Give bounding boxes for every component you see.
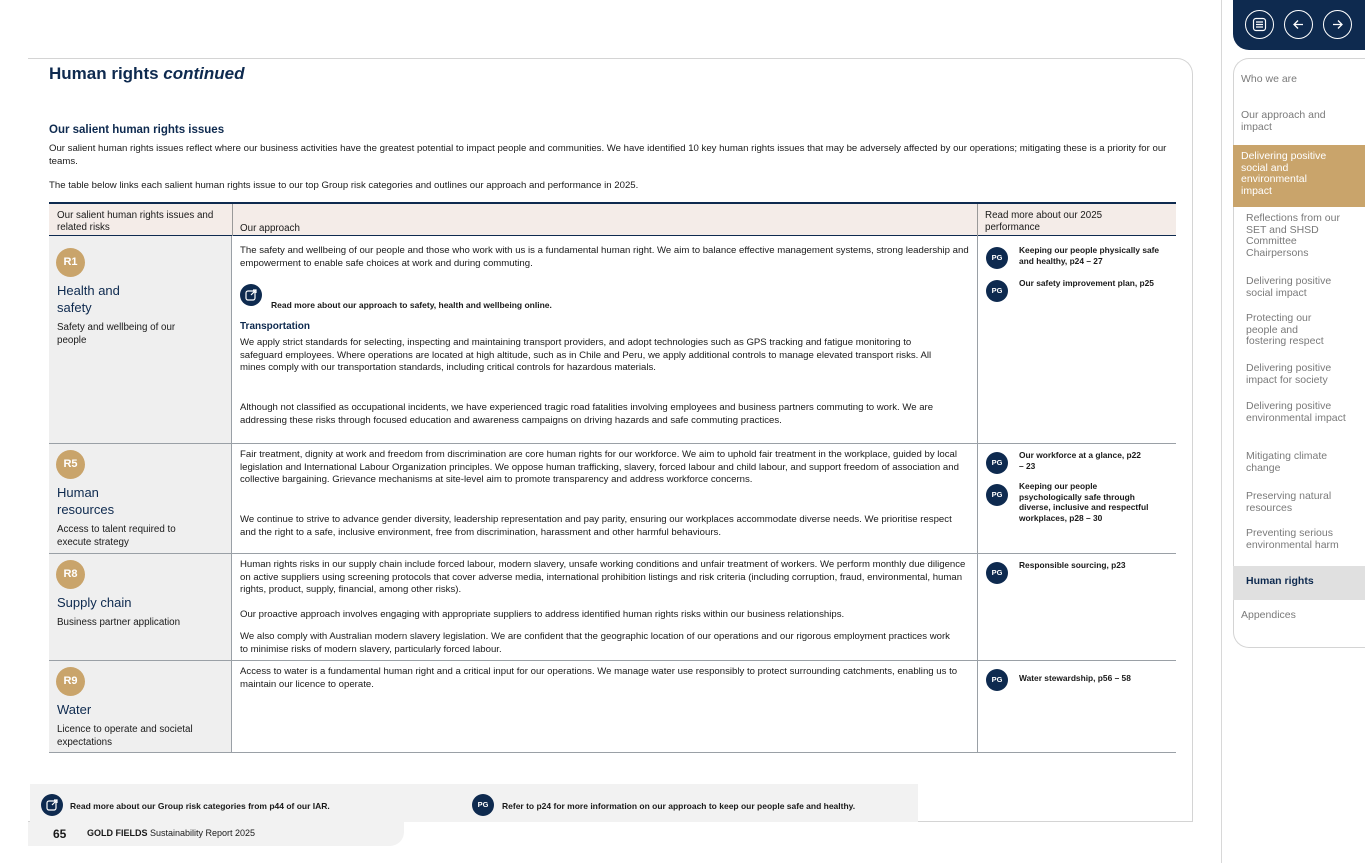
risk-cell [49,236,232,443]
performance-link[interactable]: Responsible sourcing, p23 [1019,560,1126,570]
approach-text: Human rights risks in our supply chain include forced labour, modern slavery, unsafe working conditions and unfair treatment of workers. We perform monthly due diligence on active suppliers using screening protocols that cover adverse media, international prohibition listings and risk criteria (including corruption, fraud, environmental, human rights, product, supply, financial, among other risks). [240,559,966,595]
external-link-icon[interactable] [240,284,262,306]
pg-badge-icon[interactable]: PG [986,280,1008,302]
approach-text: We apply strict standards for selecting, inspecting and maintaining transport providers, and adopt technologies such as GPS tracking and fatigue monitoring to safeguard employees. Where operations are located at high altitude, such as in Chile and Peru, we apply additional controls to manage elevated transport risks. All mines comply with our transportation standards, including critical controls for hazardous materials. [240,337,932,373]
arrow-right-icon [1330,17,1345,32]
performance-link[interactable]: Keeping our people psychologically safe through diverse, inclusive and respectful workplaces, p28 – 30 [1019,481,1149,523]
contents-button[interactable] [1245,10,1274,39]
page-title: Human rights continued [49,64,245,83]
online-link-text[interactable]: Read more about our approach to safety, health and wellbeing online. [271,300,552,310]
performance-cell [977,554,1176,660]
pg-badge-icon[interactable]: PG [472,794,494,816]
nav-item-appendices[interactable]: Appendices [1241,609,1296,621]
pg-badge-icon[interactable]: PG [986,247,1008,269]
header-performance: Read more about our 2025 performance [985,210,1103,233]
risk-badge-r1: R1 [56,248,85,277]
approach-text: Fair treatment, dignity at work and freedom from discrimination are core human rights for our workforce. We aim to uphold fair treatment in the workplace, guided by local legislation and International Labour Organization principles. We oppose human trafficking, slavery, forced labour and child labour, and support freedom of association and collective bargaining. Grievance mechanisms at site-level aim to promote transparency and address workforce concerns. [240,449,959,485]
approach-text: Access to water is a fundamental human right and a critical input for our operations. We manage water use responsibly to protect surrounding catchments, enabling us to maintain our licence to operate. [240,666,958,690]
risk-subtitle: Safety and wellbeing of our people [57,322,176,346]
risk-subtitle: Business partner application [57,617,181,628]
nav-item-human-rights[interactable]: Human rights [1246,575,1314,587]
intro-paragraph: Our salient human rights issues reflect where our business activities have the greatest potential to impact people and communities. We have identified 10 key human rights issues that may be adversely affected by our operations; mitigating these is a priority for our teams. [49,143,1167,167]
nav-item-climate-change[interactable]: Mitigating climate change [1246,450,1328,474]
nav-item-protecting-people[interactable]: Protecting our people and fostering respect [1246,312,1324,347]
page-number: 65 [53,827,67,841]
performance-link[interactable]: Keeping our people physically safe and healthy, p24 – 27 [1019,245,1160,266]
subheading-transportation: Transportation [240,321,311,332]
list-icon [1252,17,1267,32]
approach-text: We continue to strive to advance gender diversity, leadership representation and pay parity, ensuring our workplaces accommodate diverse needs. We prioritise respect and the right to a safe, inclusive environment, free from discrimination, harassment and other harmful behaviours. [240,514,952,538]
approach-text: The safety and wellbeing of our people and those who work with us is a fundamental human right. We aim to balance effective management systems, strong leadership and empowerment to enable safe choices at work and during commuting. [240,245,969,269]
nav-item-environmental-harm[interactable]: Preventing serious environmental harm [1246,527,1339,551]
nav-item-environmental-impact[interactable]: Delivering positive environmental impact [1246,400,1346,424]
report-brand: GOLD FIELDS Sustainability Report 2025 [87,828,256,838]
risk-badge-r5: R5 [56,450,85,479]
pg-badge-icon[interactable]: PG [986,669,1008,691]
header-divider [232,204,233,236]
risk-name: Human resources [57,485,115,517]
table-row-supply-chain [49,554,1176,661]
forward-button[interactable] [1323,10,1352,39]
risk-subtitle: Access to talent required to execute strategy [57,524,176,548]
header-approach: Our approach [240,223,300,234]
section-heading: Our salient human rights issues [49,124,225,136]
risk-subtitle: Licence to operate and societal expectations [57,724,193,748]
table-row-health-safety [49,236,1176,444]
risk-name: Health and safety [57,283,120,315]
approach-text: We also comply with Australian modern slavery legislation. We are confident that the geographic location of our operations and our rigorous employment practices work to minimise risks of modern slavery, particularly forced labour. [240,631,950,655]
footnote-p24-link[interactable]: Refer to p24 for more information on our approach to keep our people safe and healthy. [502,801,856,811]
nav-item-natural-resources[interactable]: Preserving natural resources [1246,490,1332,514]
performance-cell [977,444,1176,553]
performance-link[interactable]: Water stewardship, p56 – 58 [1019,673,1131,683]
pg-badge-icon[interactable]: PG [986,452,1008,474]
risk-cell [49,554,232,660]
nav-item-social-impact[interactable]: Delivering positive social impact [1246,275,1332,299]
footnote-iar-link[interactable]: Read more about our Group risk categories from p44 of our IAR. [70,801,330,811]
header-issues: Our salient human rights issues and related risks [57,210,214,233]
risk-badge-r8: R8 [56,560,85,589]
nav-item-delivering-positive[interactable]: Delivering positive social and environmental impact [1241,150,1327,197]
table-row-human-resources [49,444,1176,554]
arrow-left-icon [1291,17,1306,32]
risk-cell [49,661,232,752]
nav-item-approach-impact[interactable]: Our approach and impact [1241,109,1326,133]
performance-link[interactable]: Our safety improvement plan, p25 [1019,278,1154,288]
back-button[interactable] [1284,10,1313,39]
pg-badge-icon[interactable]: PG [986,562,1008,584]
performance-link[interactable]: Our workforce at a glance, p22 – 23 [1019,450,1141,471]
nav-item-who-we-are[interactable]: Who we are [1241,73,1298,85]
risk-badge-r9: R9 [56,667,85,696]
approach-text: Although not classified as occupational incidents, we have experienced tragic road fatalities involving employees and business partners commuting to work. We are addressing these risks through focused education and awareness campaigns on driving hazards and safe commuting practices. [240,402,934,426]
performance-cell [977,661,1176,752]
performance-cell [977,236,1176,443]
intro-paragraph-table: The table below links each salient human rights issue to our top Group risk categories and outlines our approach and performance in 2025. [49,180,639,191]
table-header [49,202,1176,236]
external-link-icon[interactable] [41,794,63,816]
nav-item-reflections[interactable]: Reflections from our SET and SHSD Committee Chairpersons [1246,212,1340,259]
header-divider [977,204,978,236]
risk-name: Supply chain [57,595,132,610]
nav-item-impact-society[interactable]: Delivering positive impact for society [1246,362,1332,386]
pg-badge-icon[interactable]: PG [986,484,1008,506]
risk-name: Water [57,702,92,717]
nav-divider [1221,0,1222,863]
risk-cell [49,444,232,553]
nav-toolbar [1233,0,1365,50]
table-row-water [49,661,1176,753]
approach-text: Our proactive approach involves engaging with appropriate suppliers to address identified human rights risks within our business relationships. [240,609,845,620]
